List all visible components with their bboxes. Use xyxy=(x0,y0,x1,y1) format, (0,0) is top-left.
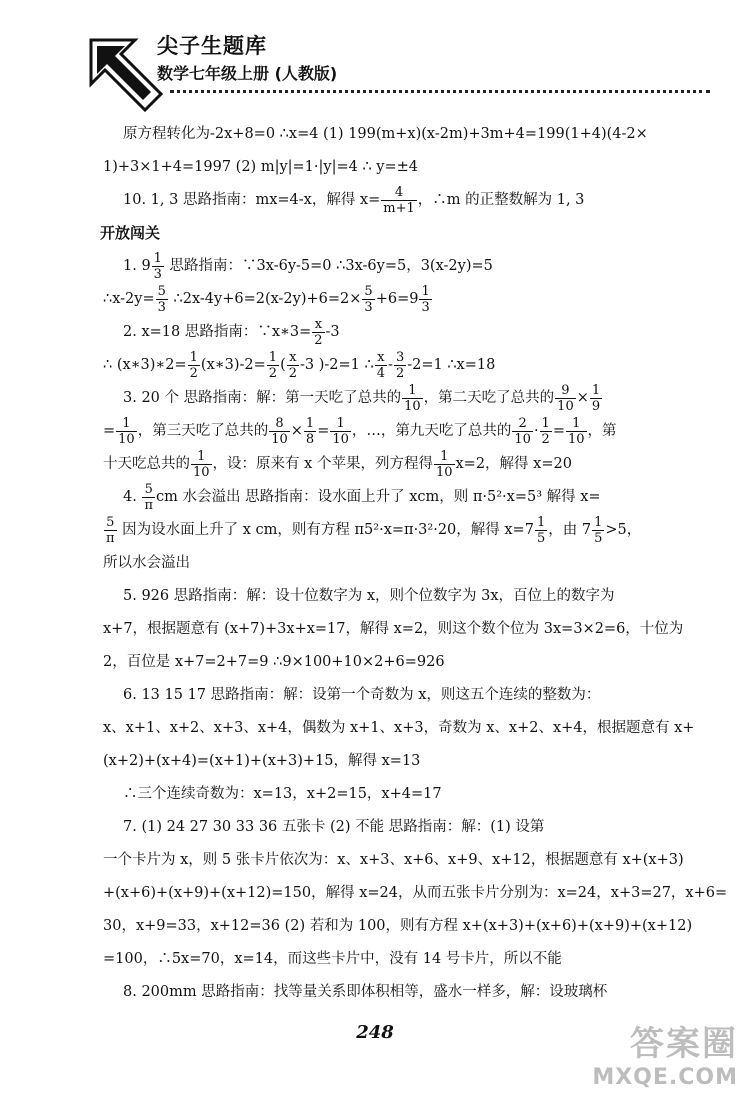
text-segment: ∴2x-4y+6=2(x-2y)+6=2× xyxy=(168,291,362,307)
text-segment: 3. 20 个 思路指南：解：第一天吃了总共的 xyxy=(123,390,402,406)
answer-content xyxy=(100,118,728,1009)
text-segment: ，由 7 xyxy=(548,522,592,538)
text-line xyxy=(103,448,715,481)
text-line: (x+2)+(x+4)=(x+1)+(x+3)+15，解得 x=13 xyxy=(103,753,421,769)
text-segment: ，设：原来有 x 个苹果，列方程得 xyxy=(212,456,433,472)
fraction: $\frac{1}{10}$ xyxy=(567,415,585,447)
text-segment: ，第三天吃了总共的 xyxy=(137,423,269,439)
text-segment: 2. x=18 思路指南：∵x∗3= xyxy=(123,324,312,340)
fraction: $\frac{1}{3}$ xyxy=(421,283,430,315)
fraction: $\frac{1}{9}$ xyxy=(591,382,601,414)
text-line: 所以水会溢出 xyxy=(103,555,190,571)
text-line: 30，x+9=33，x+12=36 (2) 若和为 100，则有方程 x+(x+3)+(x+6)+(x+9)+(x+12) xyxy=(103,918,693,934)
book-title: 尖子生题库 xyxy=(157,34,267,58)
fraction: $\frac{8}{10}$ xyxy=(271,415,288,447)
fraction: $\frac{1}{10}$ xyxy=(404,382,421,414)
watermark-logo-text: 答案圈 xyxy=(630,1024,738,1064)
fraction: $\frac{x}{2}$ xyxy=(314,316,323,348)
text-segment: ∴x-2y= xyxy=(103,291,155,307)
text-segment: ，∴m 的正整数解为 1, 3 xyxy=(417,192,585,208)
fraction: $\frac{9}{10}$ xyxy=(557,382,574,414)
text-line: =100，∴5x=70，x=14，而这些卡片中，没有 14 号卡片，所以不能 xyxy=(103,951,562,967)
text-line xyxy=(103,316,715,349)
fraction: $\frac{4}{m+1}$ xyxy=(383,184,415,216)
text-segment: ，第二天吃了总共的 xyxy=(423,390,555,406)
text-segment: ( xyxy=(280,357,286,373)
fraction: $\frac{5}{3}$ xyxy=(157,283,166,315)
text-segment: >5， xyxy=(605,522,642,538)
text-segment: (x∗3)-2= xyxy=(200,357,266,373)
watermark-url: MXQE.COM xyxy=(592,1065,738,1090)
fraction: $\frac{1}{5}$ xyxy=(536,514,546,546)
text-line: 1)+3×1+4=1997 (2) m|y|=1·|y|=4 ∴ y=±4 xyxy=(103,159,419,175)
text-line: = $\frac{1}{10}$ ，第三天吃了总共的 $\frac{8}{10}$ × $\frac{1}{8}$ = $\frac{1}{10}$ ，…，第九天吃了总共的 $\frac{2}{10}$ · $\frac{1}{2}$ = $\frac{1}{10}$ ，第 xyxy=(103,415,617,447)
text-segment: cm 水会溢出 思路指南：设水面上升了 xcm，则 π·5²·x=5³ 解得 x= xyxy=(156,489,601,505)
text-line xyxy=(103,514,715,547)
page-number: 248 xyxy=(356,1022,394,1043)
text-line xyxy=(103,283,715,316)
text-line xyxy=(103,481,715,514)
header-divider xyxy=(170,90,710,93)
fraction: $\frac{5}{\pi}$ xyxy=(106,514,115,546)
text-segment: ∴ (x∗3)∗2= xyxy=(103,357,187,373)
text-segment: ，…，第九天吃了总共的 xyxy=(351,423,512,439)
fraction: $\frac{1}{10}$ xyxy=(332,415,349,447)
text-line: x+7，根据题意有 (x+7)+3x+x=17，解得 x=2，则这个数个位为 3x=3×2=6，十位为 xyxy=(103,621,684,637)
fraction: $\frac{x}{2}$ xyxy=(288,349,298,381)
text-line: +(x+6)+(x+9)+(x+12)=150，解得 x=24，从而五张卡片分别为：x=24，x+3=27，x+6= xyxy=(103,885,728,901)
page-header xyxy=(95,28,715,108)
text-line xyxy=(103,250,715,283)
text-line: 3. 20 个 思路指南：解：第一天吃了总共的 $\frac{1}{10}$ ，第二天吃了总共的 $\frac{9}{10}$ × $\frac{1}{9}$ xyxy=(123,382,601,414)
text-line: 6. 13 15 17 思路指南：解：设第一个奇数为 x，则这五个连续的整数为： xyxy=(123,687,601,703)
fraction: $\frac{1}{2}$ xyxy=(189,349,198,381)
fraction: $\frac{1}{3}$ xyxy=(153,250,162,282)
text-line: x、x+1、x+2、x+3、x+4，偶数为 x+1、x+3，奇数为 x、x+2、x+4，根据题意有 x+ xyxy=(103,720,695,736)
fraction: $\frac{2}{10}$ xyxy=(514,415,531,447)
arrow-up-left-icon xyxy=(87,36,165,128)
text-segment: 因为设水面上升了 x cm，则有方程 π5²·x=π·3²·20，解得 x=7 xyxy=(122,522,534,538)
text-segment: 十天吃总共的 xyxy=(103,456,190,472)
text-segment: -3 )-2=1 ∴ xyxy=(300,357,374,373)
text-line xyxy=(103,184,715,217)
text-segment: x=2，解得 x=20 xyxy=(455,456,572,472)
fraction: $\frac{1}{10}$ xyxy=(193,448,210,480)
text-line: 5. 926 思路指南：解：设十位数字为 x，则个位数字为 3x，百位上的数字为 xyxy=(123,588,615,604)
text-segment: 4. xyxy=(123,489,142,505)
watermark xyxy=(592,1016,738,1090)
text-segment: -2=1 ∴x=18 xyxy=(407,357,496,373)
text-segment: = xyxy=(103,423,116,439)
text-segment: +6=9 xyxy=(375,291,419,307)
text-segment: 1. 9 xyxy=(123,258,151,274)
text-line: ∴三个连续奇数为：x=13，x+2=15，x+4=17 xyxy=(123,786,442,802)
text-line: 2，百位是 x+7=2+7=9 ∴9×100+10×2+6=926 xyxy=(103,654,445,670)
fraction: $\frac{3}{2}$ xyxy=(395,349,405,381)
fraction: $\frac{5}{\pi}$ xyxy=(144,481,153,513)
section-heading: 开放闯关 xyxy=(100,224,161,242)
text-line: ∴ (x∗3)∗2= $\frac{1}{2}$ (x∗3)-2= $\frac{1}{2}$ ( $\frac{x}{2}$ -3 )-2=1 ∴ $\frac{x}{4}$ - $\frac{3}{2}$ -2=1 ∴x=18 xyxy=(103,349,496,381)
fraction: $\frac{1}{5}$ xyxy=(594,514,603,546)
fraction: $\frac{1}{10}$ xyxy=(435,448,453,480)
fraction: $\frac{x}{4}$ xyxy=(376,349,386,381)
text-segment: 思路指南：∵3x-6y-5=0 ∴3x-6y=5，3(x-2y)=5 xyxy=(164,258,493,274)
text-line: 8. 200mm 思路指南：找等量关系即体积相等，盛水一样多，解：设玻璃杯 xyxy=(123,984,608,1000)
fraction: $\frac{1}{10}$ xyxy=(118,415,135,447)
text-line: 原方程转化为-2x+8=0 ∴x=4 (1) 199(m+x)(x-2m)+3m+4=199(1+4)(4-2× xyxy=(123,126,648,142)
fraction: $\frac{1}{2}$ xyxy=(541,415,550,447)
text-segment: -3 xyxy=(325,324,340,340)
fraction: $\frac{1}{8}$ xyxy=(305,415,315,447)
text-line: 一个卡片为 x，则 5 张卡片依次为：x、x+3、x+6、x+9、x+12，根据题意有 x+(x+3) xyxy=(103,852,684,868)
text-segment: ，第 xyxy=(587,423,617,439)
fraction: $\frac{5}{3}$ xyxy=(364,283,373,315)
text-segment: 10. 1, 3 思路指南：mx=4-x，解得 x= xyxy=(123,192,381,208)
text-line: 7. (1) 24 27 30 33 36 五张卡 (2) 不能 思路指南：解：(1) 设第 xyxy=(123,819,545,835)
book-subtitle: 数学七年级上册 (人教版) xyxy=(157,64,338,83)
fraction: $\frac{1}{2}$ xyxy=(268,349,278,381)
